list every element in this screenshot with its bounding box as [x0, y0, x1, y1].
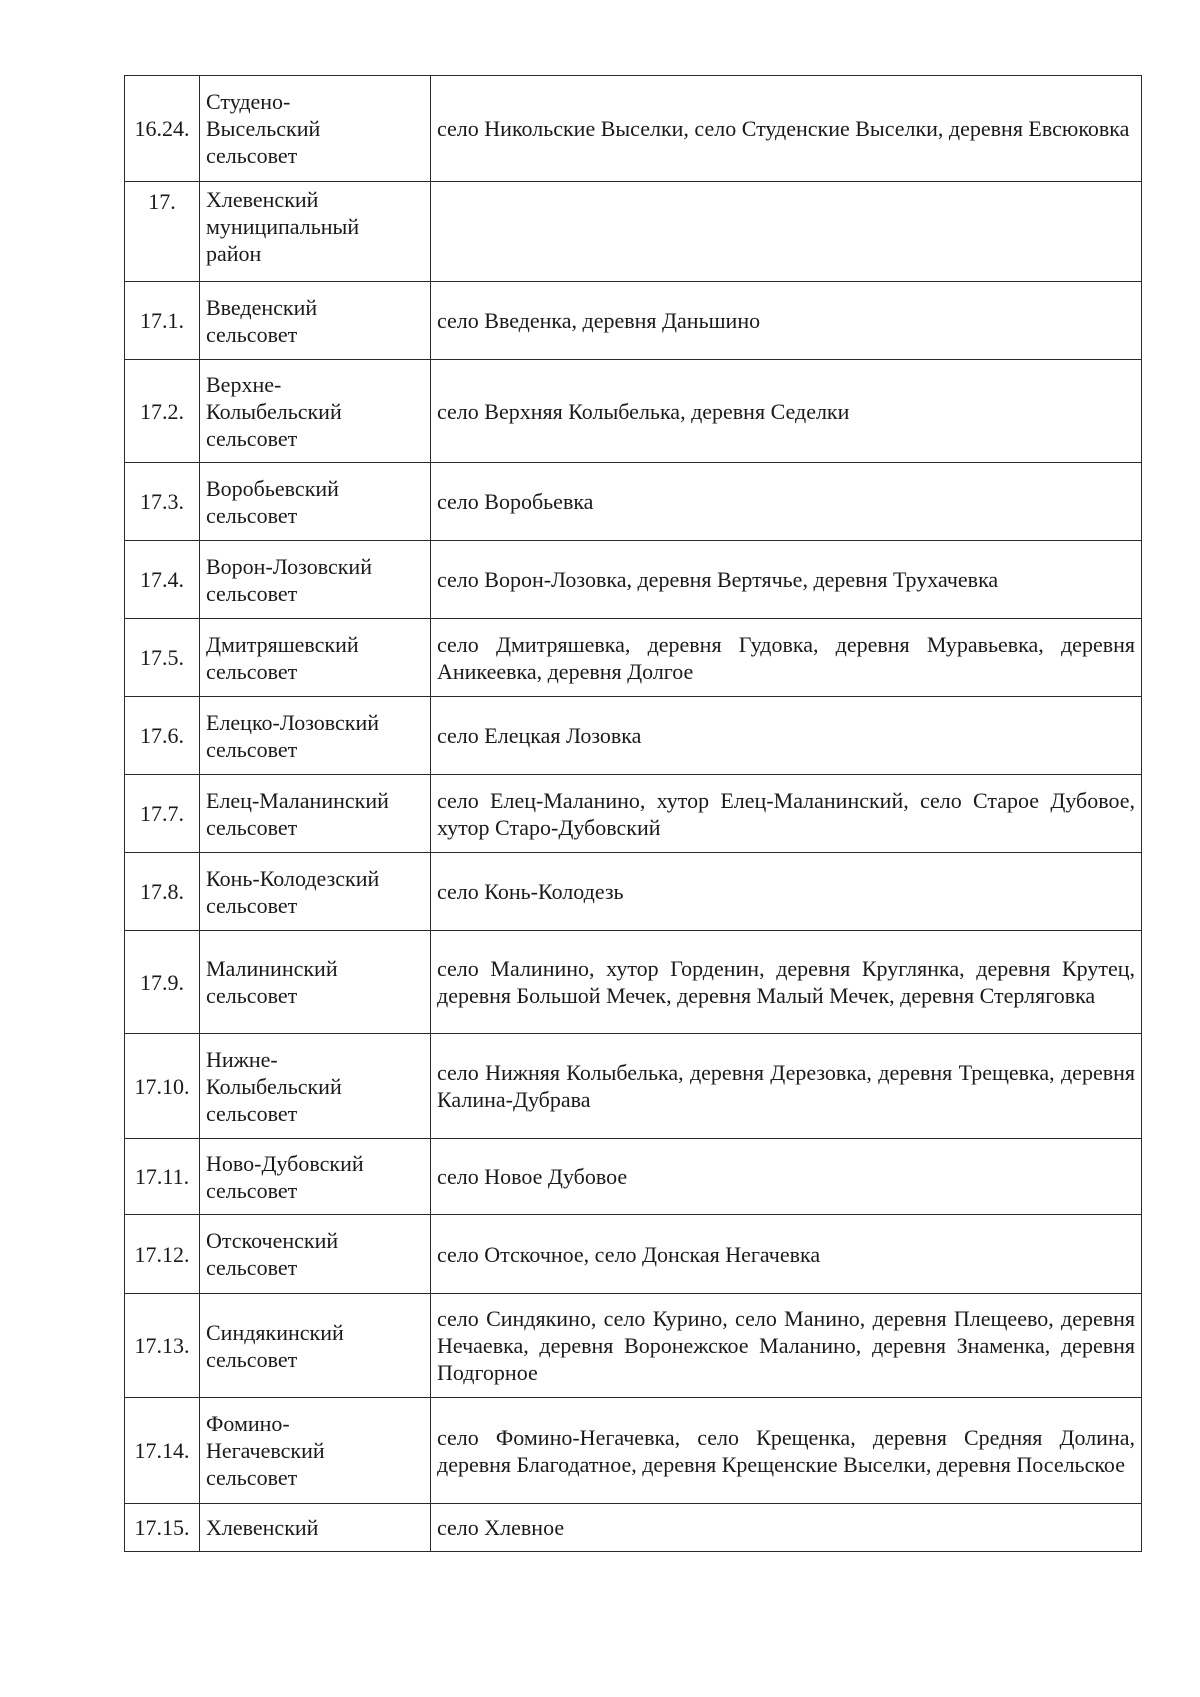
row-number: 17.2.	[125, 360, 200, 463]
municipality-name: Конь-Колодезский сельсовет	[200, 853, 431, 931]
table-body	[125, 76, 1142, 1552]
table-row	[125, 619, 1142, 697]
row-number: 17.1.	[125, 282, 200, 360]
table-row	[125, 1294, 1142, 1398]
table-row	[125, 1398, 1142, 1504]
municipality-name: Хлевенский	[200, 1504, 431, 1552]
document-page	[124, 75, 1142, 1552]
municipality-name: Фомино- Негачевский сельсовет	[200, 1398, 431, 1504]
settlements-list	[431, 182, 1142, 282]
row-number: 16.24.	[125, 76, 200, 182]
settlements-list: село Синдякино, село Курино, село Манино, деревня Плещеево, деревня Нечаевка, деревня Воронежское Маланино, деревня Знаменка, деревня Подгорное	[431, 1294, 1142, 1398]
row-number: 17.13.	[125, 1294, 200, 1398]
table-row	[125, 541, 1142, 619]
municipality-name: Нижне- Колыбельский сельсовет	[200, 1034, 431, 1139]
table-row	[125, 282, 1142, 360]
settlements-list: село Конь-Колодезь	[431, 853, 1142, 931]
municipality-name: Елецко-Лозовский сельсовет	[200, 697, 431, 775]
settlements-list: село Елец-Маланино, хутор Елец-Маланинский, село Старое Дубовое, хутор Старо-Дубовский	[431, 775, 1142, 853]
settlements-list: село Никольские Выселки, село Студенские Выселки, деревня Евсюковка	[431, 76, 1142, 182]
row-number: 17.10.	[125, 1034, 200, 1139]
row-number: 17.6.	[125, 697, 200, 775]
table-row	[125, 1034, 1142, 1139]
municipality-name: Малининский сельсовет	[200, 931, 431, 1034]
settlements-list: село Ворон-Лозовка, деревня Вертячье, деревня Трухачевка	[431, 541, 1142, 619]
municipality-name: Верхне- Колыбельский сельсовет	[200, 360, 431, 463]
row-number: 17.12.	[125, 1215, 200, 1294]
settlements-list: село Дмитряшевка, деревня Гудовка, деревня Муравьевка, деревня Аникеевка, деревня Долгое	[431, 619, 1142, 697]
settlements-list: село Воробьевка	[431, 463, 1142, 541]
table-row	[125, 463, 1142, 541]
settlements-list: село Малинино, хутор Горденин, деревня Круглянка, деревня Крутец, деревня Большой Мечек, деревня Малый Мечек, деревня Стерляговка	[431, 931, 1142, 1034]
table-row	[125, 182, 1142, 282]
municipality-name: Введенский сельсовет	[200, 282, 431, 360]
municipality-name: Елец-Маланинский сельсовет	[200, 775, 431, 853]
municipality-name: Хлевенский муниципальный район	[200, 182, 431, 282]
table-row	[125, 76, 1142, 182]
row-number: 17.5.	[125, 619, 200, 697]
municipality-name: Синдякинский сельсовет	[200, 1294, 431, 1398]
row-number: 17.8.	[125, 853, 200, 931]
row-number: 17.14.	[125, 1398, 200, 1504]
row-number: 17.4.	[125, 541, 200, 619]
settlements-list: село Отскочное, село Донская Негачевка	[431, 1215, 1142, 1294]
settlements-list: село Елецкая Лозовка	[431, 697, 1142, 775]
table-row	[125, 360, 1142, 463]
municipality-name: Дмитряшевский сельсовет	[200, 619, 431, 697]
table-row	[125, 697, 1142, 775]
row-number: 17.7.	[125, 775, 200, 853]
row-number: 17.3.	[125, 463, 200, 541]
row-number: 17.	[125, 182, 200, 282]
settlements-list: село Нижняя Колыбелька, деревня Дерезовка, деревня Трещевка, деревня Калина-Дубрава	[431, 1034, 1142, 1139]
settlements-table	[124, 75, 1142, 1552]
settlements-list: село Фомино-Негачевка, село Крещенка, деревня Средняя Долина, деревня Благодатное, деревня Крещенские Выселки, деревня Посельское	[431, 1398, 1142, 1504]
municipality-name: Отскоченский сельсовет	[200, 1215, 431, 1294]
table-row	[125, 1504, 1142, 1552]
settlements-list: село Новое Дубовое	[431, 1139, 1142, 1215]
table-row	[125, 775, 1142, 853]
settlements-list: село Верхняя Колыбелька, деревня Седелки	[431, 360, 1142, 463]
row-number: 17.11.	[125, 1139, 200, 1215]
settlements-list: село Введенка, деревня Даньшино	[431, 282, 1142, 360]
row-number: 17.9.	[125, 931, 200, 1034]
row-number: 17.15.	[125, 1504, 200, 1552]
table-row	[125, 1215, 1142, 1294]
settlements-list: село Хлевное	[431, 1504, 1142, 1552]
table-row	[125, 1139, 1142, 1215]
municipality-name: Ворон-Лозовский сельсовет	[200, 541, 431, 619]
municipality-name: Ново-Дубовский сельсовет	[200, 1139, 431, 1215]
table-row	[125, 853, 1142, 931]
table-row	[125, 931, 1142, 1034]
municipality-name: Студено- Высельский сельсовет	[200, 76, 431, 182]
municipality-name: Воробьевский сельсовет	[200, 463, 431, 541]
